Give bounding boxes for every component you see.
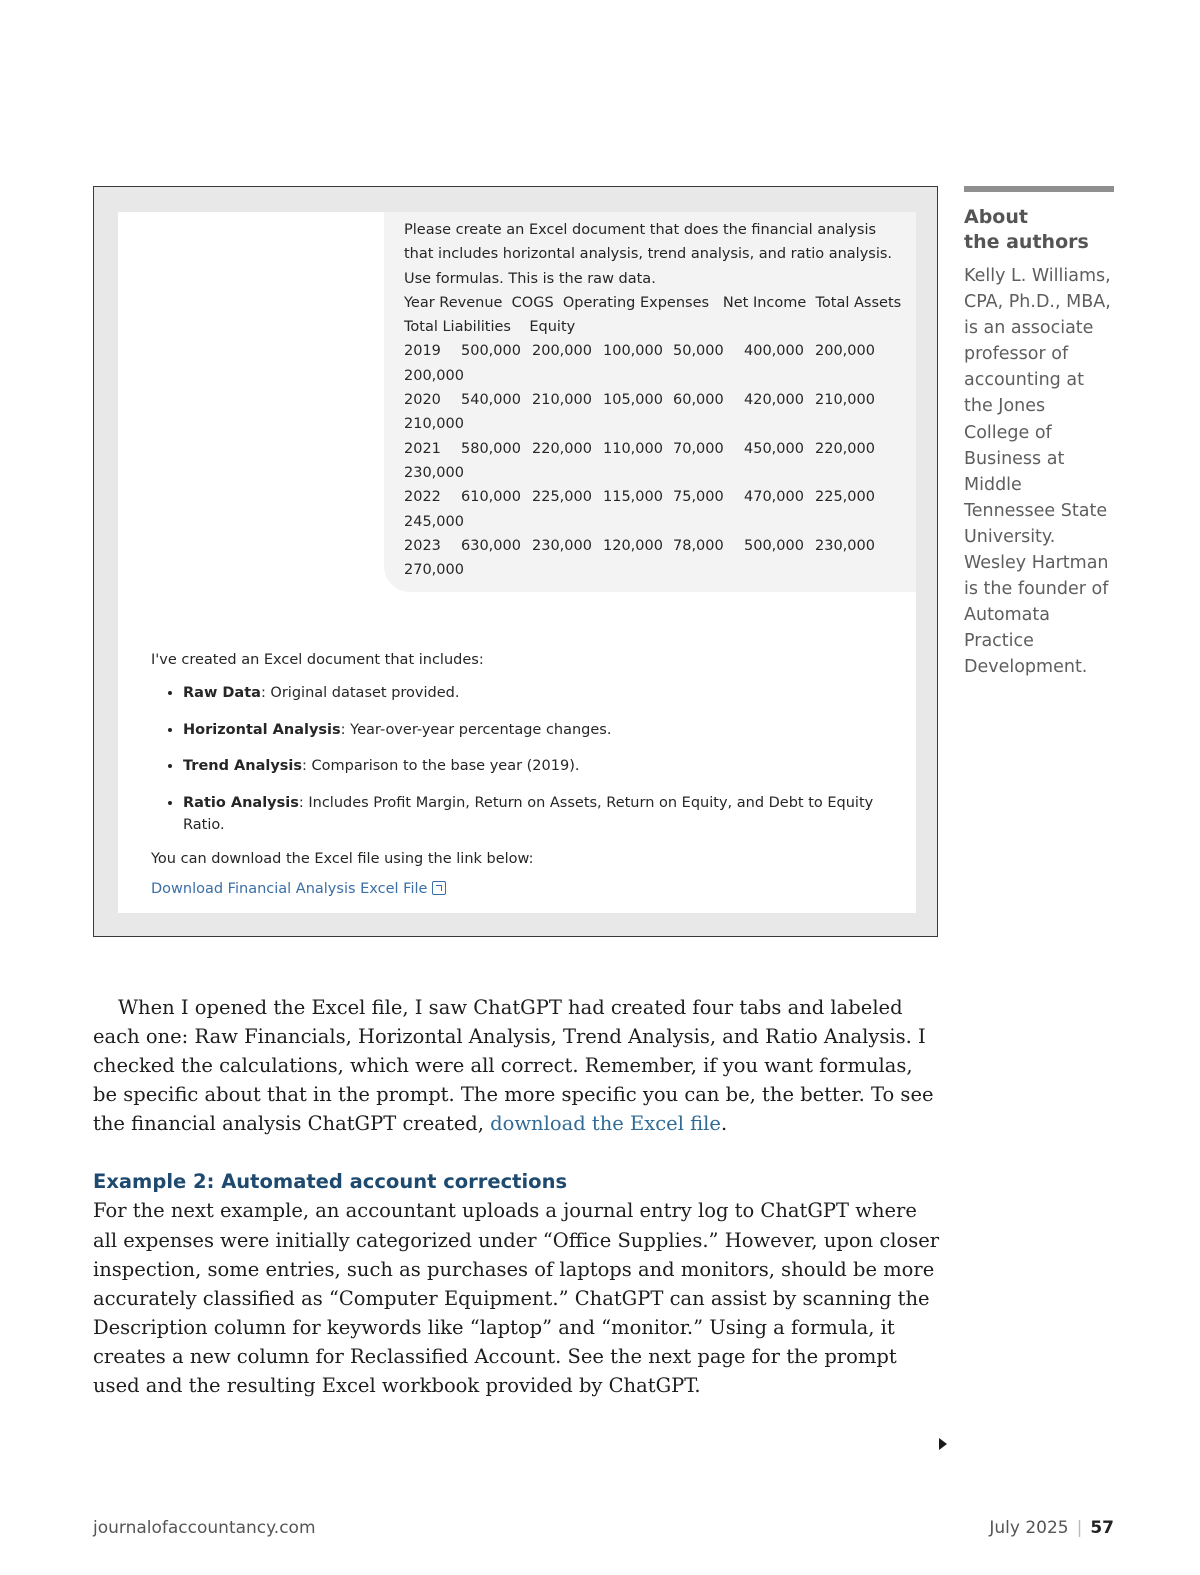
raw-data-cell: 610,000	[461, 489, 521, 506]
sidebar-heading	[964, 205, 1114, 255]
raw-data-cell: 60,000	[673, 392, 724, 409]
external-link-icon[interactable]	[432, 881, 446, 895]
list-item-desc: : Includes Profit Margin, Return on Assets, Return on Equity, and Debt to Equity Ratio.	[183, 794, 874, 834]
prompt-text: Please create an Excel document that does the financial analysis that includes horizontal analysis, trend analysis, and ratio analysis. Use formulas. This is the raw data.	[404, 222, 893, 287]
list-item	[183, 719, 911, 742]
raw-data-row-equity: 230,000	[404, 464, 464, 481]
raw-data-cell: 2019	[404, 343, 441, 360]
raw-data-header-line1: Year Revenue COGS Operating Expenses Net Income Total Assets	[404, 294, 902, 311]
sidebar-heading-line1: About	[964, 206, 1028, 228]
assistant-reply	[151, 652, 911, 897]
footer-page-info	[989, 1518, 1114, 1538]
raw-data-cell: 630,000	[461, 537, 521, 554]
reply-list	[151, 682, 911, 837]
paragraph-text: When I opened the Excel file, I saw ChatGPT had created four tabs and labeled each one: Raw Financials, Horizontal Analysis, Trend Analysis, and Ratio Analysis. I checked the calculations, which were all correct. Remember, if you want formulas, be specific about that in the prompt. The more specific you can be, the better. To see the financial analysis ChatGPT created,	[93, 996, 934, 1136]
paragraph	[93, 993, 941, 1138]
footer-site: journalofaccountancy.com	[93, 1518, 316, 1538]
raw-data-row	[404, 534, 906, 558]
list-item-desc: : Original dataset provided.	[260, 685, 460, 701]
article-body	[93, 993, 941, 1400]
raw-data-cell: 400,000	[744, 343, 804, 360]
raw-data-cell: 230,000	[815, 537, 875, 554]
raw-data-cell: 450,000	[744, 440, 804, 457]
raw-data-cell: 2023	[404, 537, 441, 554]
raw-data-cell: 470,000	[744, 489, 804, 506]
raw-data-row	[404, 485, 906, 509]
list-item-label: Ratio Analysis	[183, 794, 299, 811]
list-item	[183, 755, 911, 778]
raw-data-cell: 225,000	[815, 489, 875, 506]
paragraph-end: .	[720, 1112, 728, 1136]
list-item	[183, 792, 911, 837]
chat-screenshot	[93, 186, 938, 937]
raw-data-row	[404, 388, 906, 412]
paragraph: For the next example, an accountant uploads a journal entry log to ChatGPT where all expenses were initially categorized under “Office Supplies.” However, upon closer inspection, some entries, such as purchases of laptops and monitors, should be more accurately classified as “Computer Equipment.” ChatGPT can assist by scanning the Description column for keywords like “laptop” and “monitor.” Using a formula, it creates a new column for Reclassified Account. See the next page for the prompt used and the resulting Excel workbook provided by ChatGPT.	[93, 1199, 940, 1398]
raw-data-cell: 78,000	[673, 537, 724, 554]
list-item-label: Raw Data	[183, 685, 261, 701]
footer-date: July 2025	[989, 1518, 1069, 1538]
user-prompt-bubble	[384, 212, 916, 592]
sidebar-rule	[964, 186, 1114, 192]
reply-intro: I've created an Excel document that includes:	[151, 652, 484, 668]
about-authors-sidebar	[964, 186, 1114, 681]
author-bio: Kelly L. Williams, CPA, Ph.D., MBA, is an associate professor of accounting at the Jones College of Business at Middle Tennessee State University. Wesley Hartman is the founder of Automata Practice Development.	[964, 266, 1111, 678]
raw-data-cell: 200,000	[815, 343, 875, 360]
continue-arrow-icon	[939, 1438, 947, 1450]
footer-separator: |	[1076, 1518, 1083, 1538]
list-item-desc: : Comparison to the base year (2019).	[302, 758, 580, 775]
raw-data-cell: 230,000	[532, 537, 592, 554]
raw-data-cell: 2020	[404, 392, 441, 409]
raw-data-cell: 220,000	[532, 440, 592, 457]
raw-data-cell: 210,000	[532, 392, 592, 409]
raw-data-cell: 580,000	[461, 440, 521, 457]
raw-data-cell: 420,000	[744, 392, 804, 409]
raw-data-cell: 210,000	[815, 392, 875, 409]
raw-data-row-equity: 245,000	[404, 513, 464, 530]
raw-data-cell: 500,000	[744, 537, 804, 554]
raw-data-cell: 220,000	[815, 440, 875, 457]
list-item-label: Trend Analysis	[183, 758, 303, 775]
raw-data-cell: 540,000	[461, 392, 521, 409]
raw-data-cell: 50,000	[673, 343, 724, 360]
list-item-desc: : Year-over-year percentage changes.	[340, 721, 612, 738]
raw-data-row-equity: 270,000	[404, 562, 464, 579]
download-excel-file-link[interactable]: download the Excel file	[490, 1112, 721, 1136]
raw-data-cell: 110,000	[603, 440, 663, 457]
raw-data-cell: 500,000	[461, 343, 521, 360]
raw-data-cell: 2022	[404, 489, 441, 506]
raw-data-cell: 225,000	[532, 489, 592, 506]
raw-data-cell: 70,000	[673, 440, 724, 457]
raw-data-cell: 120,000	[603, 537, 663, 554]
page-number: 57	[1090, 1518, 1114, 1538]
raw-data-cell: 75,000	[673, 489, 724, 506]
raw-data-row-equity: 210,000	[404, 416, 464, 433]
raw-data-row	[404, 437, 906, 461]
download-excel-link[interactable]: Download Financial Analysis Excel File	[151, 880, 428, 897]
raw-data-cell: 2021	[404, 440, 441, 457]
raw-data-row	[404, 339, 906, 363]
raw-data-rows	[404, 339, 906, 582]
chat-window	[118, 212, 916, 913]
raw-data-header-line2: Total Liabilities Equity	[404, 319, 576, 336]
raw-data-row-equity: 200,000	[404, 367, 464, 384]
raw-data-cell: 200,000	[532, 343, 592, 360]
sidebar-heading-line2: the authors	[964, 231, 1089, 253]
section-heading: Example 2: Automated account corrections	[93, 1170, 568, 1194]
list-item-label: Horizontal Analysis	[183, 721, 341, 738]
raw-data-cell: 100,000	[603, 343, 663, 360]
download-text: You can download the Excel file using the link below:	[151, 850, 534, 867]
raw-data-cell: 115,000	[603, 489, 663, 506]
list-item	[183, 682, 911, 705]
raw-data-cell: 105,000	[603, 392, 663, 409]
